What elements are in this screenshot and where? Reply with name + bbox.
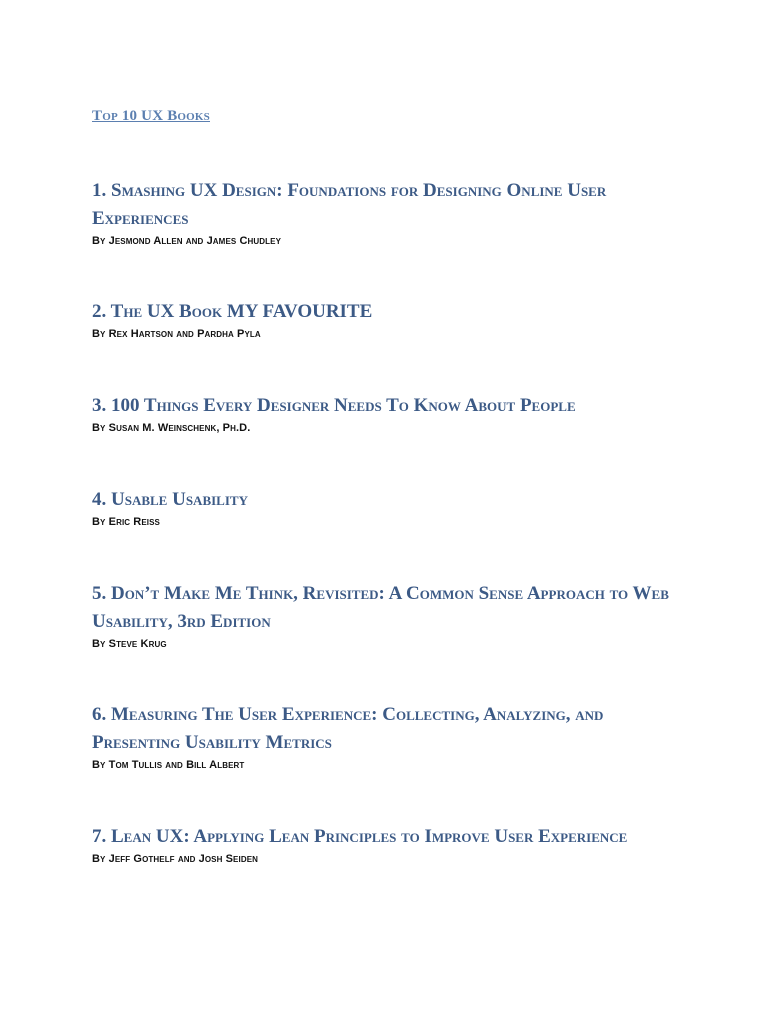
book-author: By Rex Hartson and Pardha Pyla (92, 328, 261, 340)
book-entry (92, 823, 682, 865)
book-author: By Eric Reiss (92, 516, 160, 528)
book-title: 1. Smashing UX Design: Foundations for Designing Online User Experiences (92, 180, 607, 229)
book-author: By Steve Krug (92, 638, 167, 650)
book-entry (92, 580, 682, 650)
document-title-link[interactable]: Top 10 UX Books (92, 108, 210, 124)
book-entry (92, 298, 682, 340)
book-entry (92, 177, 682, 247)
book-title: 4. Usable Usability (92, 489, 248, 510)
book-author: By Susan M. Weinschenk, Ph.D. (92, 422, 251, 434)
book-title: 5. Don’t Make Me Think, Revisited: A Common Sense Approach to Web Usability, 3rd Edition (92, 583, 669, 632)
book-entry (92, 701, 682, 771)
book-title: 6. Measuring The User Experience: Collecting, Analyzing, and Presenting Usability Metrics (92, 704, 604, 753)
book-title: 3. 100 Things Every Designer Needs To Know About People (92, 395, 576, 416)
book-entry (92, 486, 682, 528)
book-author: By Jesmond Allen and James Chudley (92, 235, 282, 247)
book-entry (92, 392, 682, 434)
book-author: By Tom Tullis and Bill Albert (92, 759, 245, 771)
book-title: 7. Lean UX: Applying Lean Principles to Improve User Experience (92, 826, 628, 847)
book-title: 2. The UX Book MY FAVOURITE (92, 301, 373, 322)
book-author: By Jeff Gothelf and Josh Seiden (92, 853, 259, 865)
